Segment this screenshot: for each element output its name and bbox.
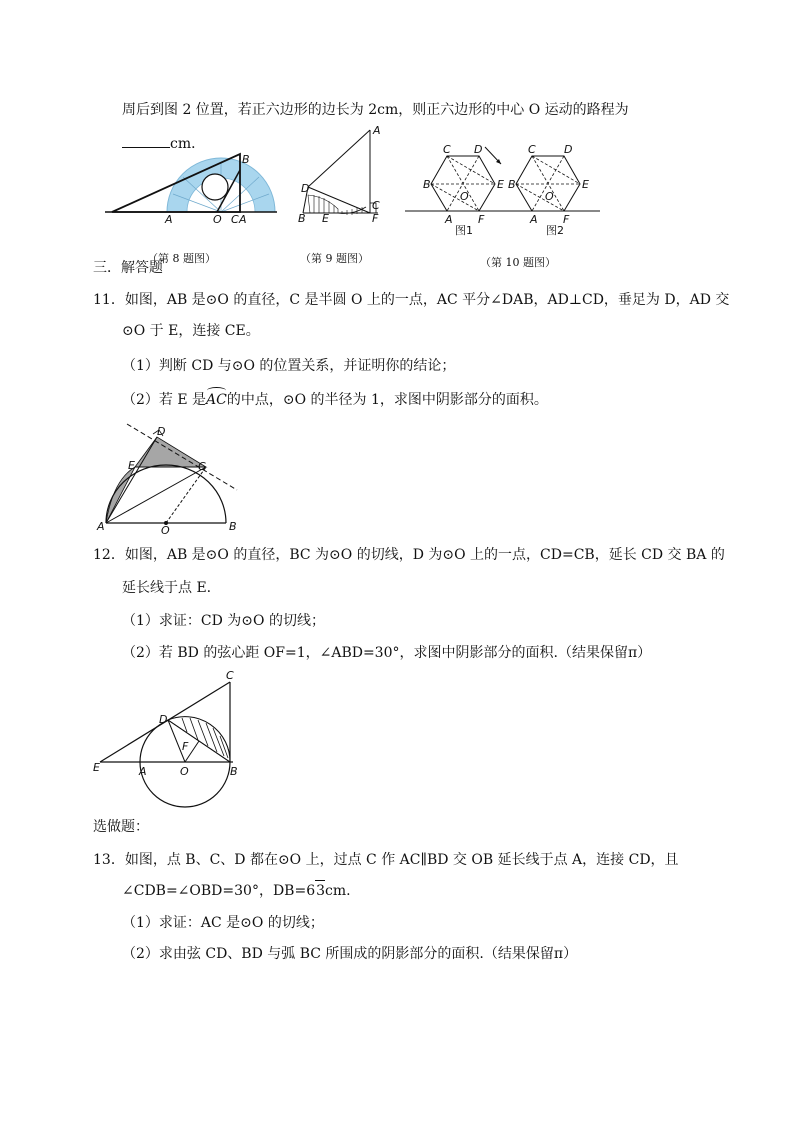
section-heading: 三．解答题 [93, 260, 163, 276]
shaded-region [135, 437, 206, 467]
figure-q11 [95, 420, 245, 535]
label: B [298, 212, 306, 225]
fig10-label-2: 图2 [546, 224, 564, 237]
label: A [530, 213, 538, 226]
q13-line2-b: cm. [325, 883, 351, 899]
label: C [231, 213, 239, 226]
q13-text: 如图，点 B、C、D 都在⊙O 上，过点 C 作 AC∥BD 交 OB 延长线于点 A，连接 CD，且 [124, 852, 679, 868]
q11-line2: ⊙O 于 E，连接 CE。 [122, 323, 260, 339]
q12-line1 [93, 545, 725, 565]
label: A [373, 124, 381, 137]
disc [202, 174, 228, 200]
label: B [508, 178, 516, 191]
answer-blank[interactable] [122, 133, 170, 148]
q13-part1: （1）求证：AC 是⊙O 的切线； [122, 915, 324, 931]
q12-text: 如图，AB 是⊙O 的直径，BC 为⊙O 的切线，D 为⊙O 上的一点，CD=CB，延长 CD 交 BA 的 [124, 547, 725, 563]
label: D [474, 143, 483, 156]
q12-line2: 延长线于点 E. [122, 580, 212, 596]
label: A [97, 520, 105, 533]
label: C [528, 143, 536, 156]
label: O [213, 213, 222, 226]
optional-heading: 选做题： [93, 819, 149, 835]
label: C [443, 143, 451, 156]
sqrt-radicand: 3 [315, 880, 325, 901]
q12-part2: （2）若 BD 的弦心距 OF=1，∠ABD=30°，求图中阴影部分的面积.（结果保留π） [122, 645, 652, 661]
q10-unit: cm． [170, 136, 206, 152]
figure-10 [405, 140, 600, 240]
arc-ac: AC [206, 392, 227, 408]
figure-8 [105, 150, 290, 230]
label: O [545, 190, 554, 203]
label: O [180, 765, 189, 778]
fig10-label-1: 图1 [455, 224, 473, 237]
label: D [301, 182, 310, 195]
label: E [128, 459, 135, 472]
fig10-caption: （第 10 题图） [480, 256, 556, 269]
q10-intro: 周后到图 2 位置，若正六边形的边长为 2cm，则正六边形的中心 O 运动的路程为 [122, 102, 629, 118]
q11-part1: （1）判断 CD 与⊙O 的位置关系，并证明你的结论； [122, 358, 456, 374]
q13-part2: （2）求由弦 CD、BD 与弧 BC 所围成的阴影部分的面积.（结果保留π） [122, 946, 578, 962]
q11-part2-b: 的中点，⊙O 的半径为 1，求图中阴影部分的面积。 [226, 392, 548, 408]
label: F [372, 212, 379, 225]
q11-part2 [122, 390, 548, 410]
fig8-caption: （第 8 题图） [147, 252, 216, 265]
q11-text: 如图，AB 是⊙O 的直径，C 是半圆 O 上的一点，AC 平分∠DAB，AD⊥CD，垂足为 D，AD 交 [124, 292, 730, 308]
label: B [242, 153, 250, 166]
label: F [182, 740, 189, 753]
label: D [159, 713, 168, 726]
q11-part2-a: （2）若 E 是 [122, 392, 207, 408]
label: D [564, 143, 573, 156]
q12-part1: （1）求证：CD 为⊙O 的切线； [122, 613, 325, 629]
label: E [497, 178, 504, 191]
label: A [139, 765, 147, 778]
label: B [423, 178, 431, 191]
q13-line2 [122, 880, 351, 901]
fig9-caption: （第 9 题图） [300, 252, 369, 265]
figure-q12 [90, 668, 250, 803]
label: F [478, 213, 485, 226]
q13-coef: 6 [306, 883, 316, 899]
label: C [198, 460, 206, 473]
label: C [226, 669, 234, 682]
figure-9 [298, 125, 388, 225]
label: A [239, 213, 247, 226]
label: A [445, 213, 453, 226]
q13-line1 [93, 850, 679, 870]
q13-number: 13． [93, 852, 125, 868]
q13-line2-a: ∠CDB=∠OBD=30°，DB= [122, 883, 307, 899]
label: O [460, 190, 469, 203]
q12-number: 12． [93, 547, 125, 563]
label: A [165, 213, 173, 226]
label: F [563, 213, 570, 226]
label: D [157, 425, 166, 438]
q11-number: 11． [93, 292, 125, 308]
label: E [582, 178, 589, 191]
label: B [230, 765, 238, 778]
label: E [93, 761, 100, 774]
semicircle [106, 465, 226, 523]
label: B [229, 520, 237, 533]
label: C [372, 199, 380, 212]
label: E [322, 212, 329, 225]
label: O [161, 524, 170, 537]
q11-line1 [93, 290, 729, 310]
